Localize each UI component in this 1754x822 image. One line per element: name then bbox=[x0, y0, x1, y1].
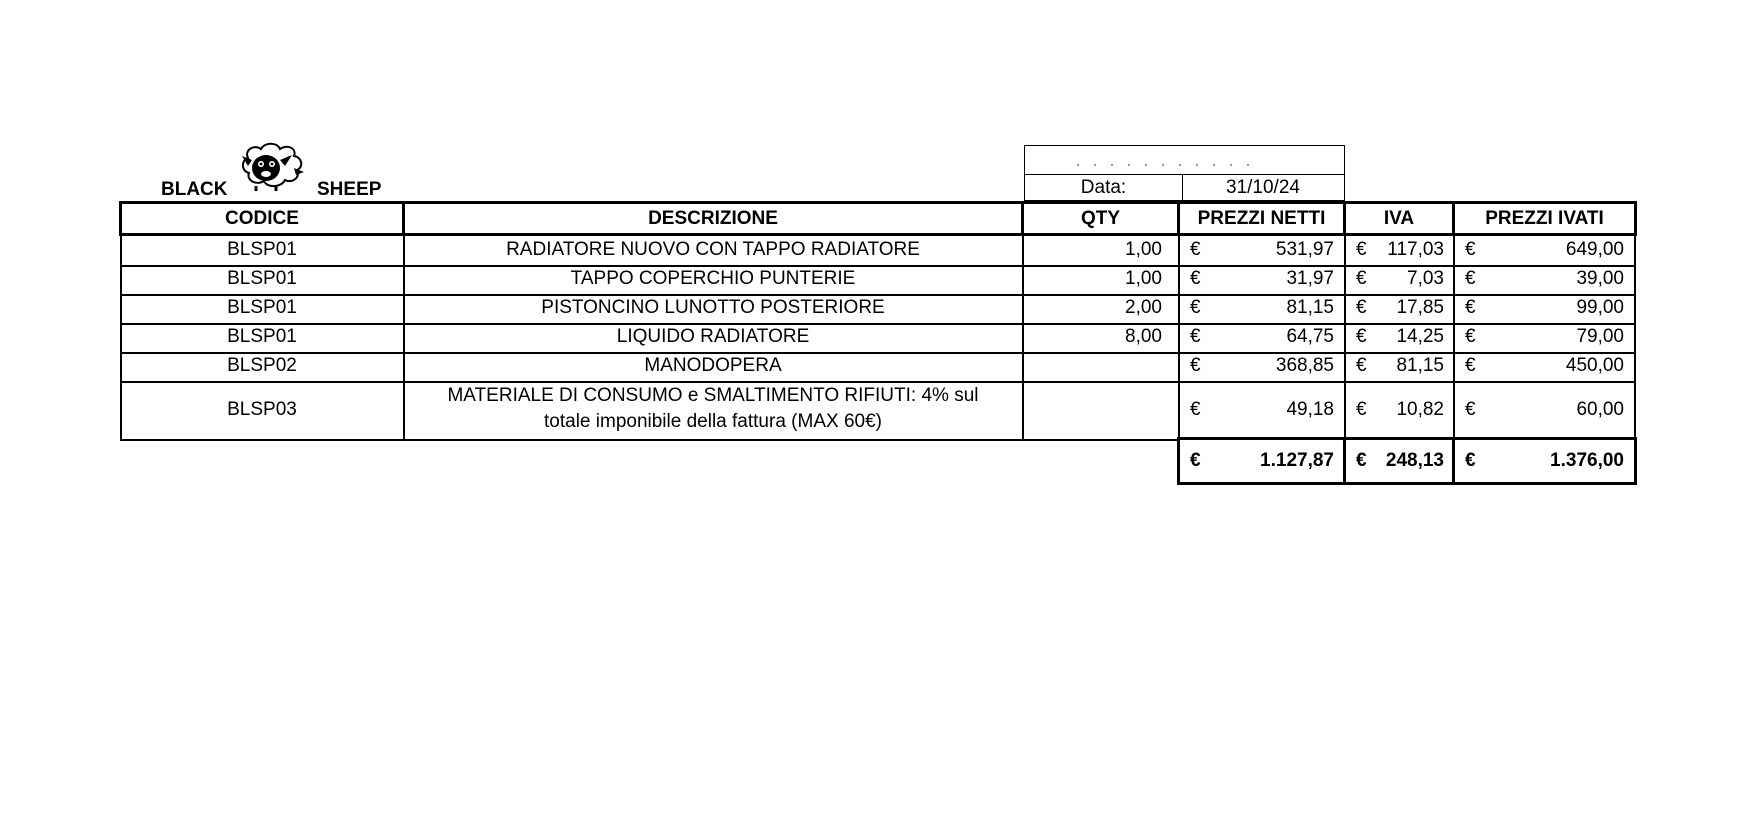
euro-symbol: € bbox=[1190, 399, 1201, 420]
cell-vat: 117,03 bbox=[1387, 239, 1444, 260]
euro-symbol: € bbox=[1356, 268, 1367, 289]
euro-symbol: € bbox=[1190, 450, 1201, 471]
cell-vat: 17,85 bbox=[1396, 297, 1444, 318]
euro-symbol: € bbox=[1465, 355, 1476, 376]
cell-vat: 81,15 bbox=[1396, 355, 1444, 376]
date-label: Data: bbox=[1025, 174, 1183, 200]
euro-symbol: € bbox=[1356, 450, 1367, 471]
cell-code: BLSP01 bbox=[227, 239, 297, 260]
cell-vat: 7,03 bbox=[1407, 268, 1444, 289]
euro-symbol: € bbox=[1465, 239, 1476, 260]
euro-symbol: € bbox=[1465, 326, 1476, 347]
column-header-codice: CODICE bbox=[225, 208, 299, 229]
euro-symbol: € bbox=[1190, 355, 1201, 376]
euro-symbol: € bbox=[1356, 297, 1367, 318]
cell-gross: 649,00 bbox=[1565, 239, 1624, 260]
euro-symbol: € bbox=[1190, 326, 1201, 347]
document-number-row bbox=[1025, 146, 1344, 175]
cell-description: PISTONCINO LUNOTTO POSTERIORE bbox=[541, 297, 885, 318]
cell-code: BLSP03 bbox=[227, 399, 297, 420]
cell-gross: 99,00 bbox=[1576, 297, 1624, 318]
cell-qty: 8,00 bbox=[1125, 326, 1162, 347]
cell-description-line2: totale imponibile della fattura (MAX 60€) bbox=[544, 411, 882, 432]
cell-vat: 10,82 bbox=[1396, 399, 1444, 420]
cell-vat: 14,25 bbox=[1396, 326, 1444, 347]
cell-net: 49,18 bbox=[1286, 399, 1334, 420]
euro-symbol: € bbox=[1356, 239, 1367, 260]
euro-symbol: € bbox=[1465, 450, 1476, 471]
cell-gross: 79,00 bbox=[1576, 326, 1624, 347]
cell-code: BLSP01 bbox=[227, 326, 297, 347]
logo-sheep-text: SHEEP bbox=[317, 179, 382, 200]
cell-description: LIQUIDO RADIATORE bbox=[616, 326, 810, 347]
cell-net: 531,97 bbox=[1275, 239, 1334, 260]
cell-gross: 450,00 bbox=[1565, 355, 1624, 376]
euro-symbol: € bbox=[1190, 239, 1201, 260]
cell-description: RADIATORE NUOVO CON TAPPO RADIATORE bbox=[506, 239, 920, 260]
cell-description: MANODOPERA bbox=[644, 355, 782, 376]
euro-symbol: € bbox=[1356, 355, 1367, 376]
cell-net: 31,97 bbox=[1286, 268, 1334, 289]
cell-qty: 1,00 bbox=[1125, 268, 1162, 289]
euro-symbol: € bbox=[1190, 297, 1201, 318]
euro-symbol: € bbox=[1356, 326, 1367, 347]
sheep-icon bbox=[234, 142, 308, 192]
euro-symbol: € bbox=[1356, 399, 1367, 420]
column-header-descrizione: DESCRIZIONE bbox=[648, 208, 778, 229]
euro-symbol: € bbox=[1190, 268, 1201, 289]
cell-code: BLSP01 bbox=[227, 268, 297, 289]
column-header-prezzi-netti: PREZZI NETTI bbox=[1197, 208, 1326, 229]
column-header-iva: IVA bbox=[1383, 208, 1415, 229]
total-vat: 248,13 bbox=[1385, 450, 1444, 471]
cell-code: BLSP02 bbox=[227, 355, 297, 376]
cell-net: 64,75 bbox=[1286, 326, 1334, 347]
cell-gross: 39,00 bbox=[1576, 268, 1624, 289]
column-header-qty: QTY bbox=[1080, 208, 1121, 229]
logo-black-text: BLACK bbox=[161, 179, 228, 200]
cell-code: BLSP01 bbox=[227, 297, 297, 318]
cell-qty: 1,00 bbox=[1125, 239, 1162, 260]
cell-qty: 2,00 bbox=[1125, 297, 1162, 318]
euro-symbol: € bbox=[1465, 297, 1476, 318]
cell-description-line1: MATERIALE DI CONSUMO e SMALTIMENTO RIFIUTI: 4% sul bbox=[447, 385, 979, 406]
cell-net: 368,85 bbox=[1275, 355, 1334, 376]
total-net: 1.127,87 bbox=[1260, 450, 1334, 471]
cell-description: TAPPO COPERCHIO PUNTERIE bbox=[570, 268, 856, 289]
euro-symbol: € bbox=[1465, 399, 1476, 420]
total-gross: 1.376,00 bbox=[1550, 450, 1624, 471]
euro-symbol: € bbox=[1465, 268, 1476, 289]
column-header-prezzi-ivati: PREZZI IVATI bbox=[1485, 208, 1604, 229]
date-value: 31/10/24 bbox=[1226, 177, 1300, 198]
document-info-box bbox=[1024, 145, 1345, 201]
cell-gross: 60,00 bbox=[1576, 399, 1624, 420]
cell-net: 81,15 bbox=[1286, 297, 1334, 318]
document-number-faded: · · · · · · · · · · · bbox=[1075, 160, 1254, 170]
